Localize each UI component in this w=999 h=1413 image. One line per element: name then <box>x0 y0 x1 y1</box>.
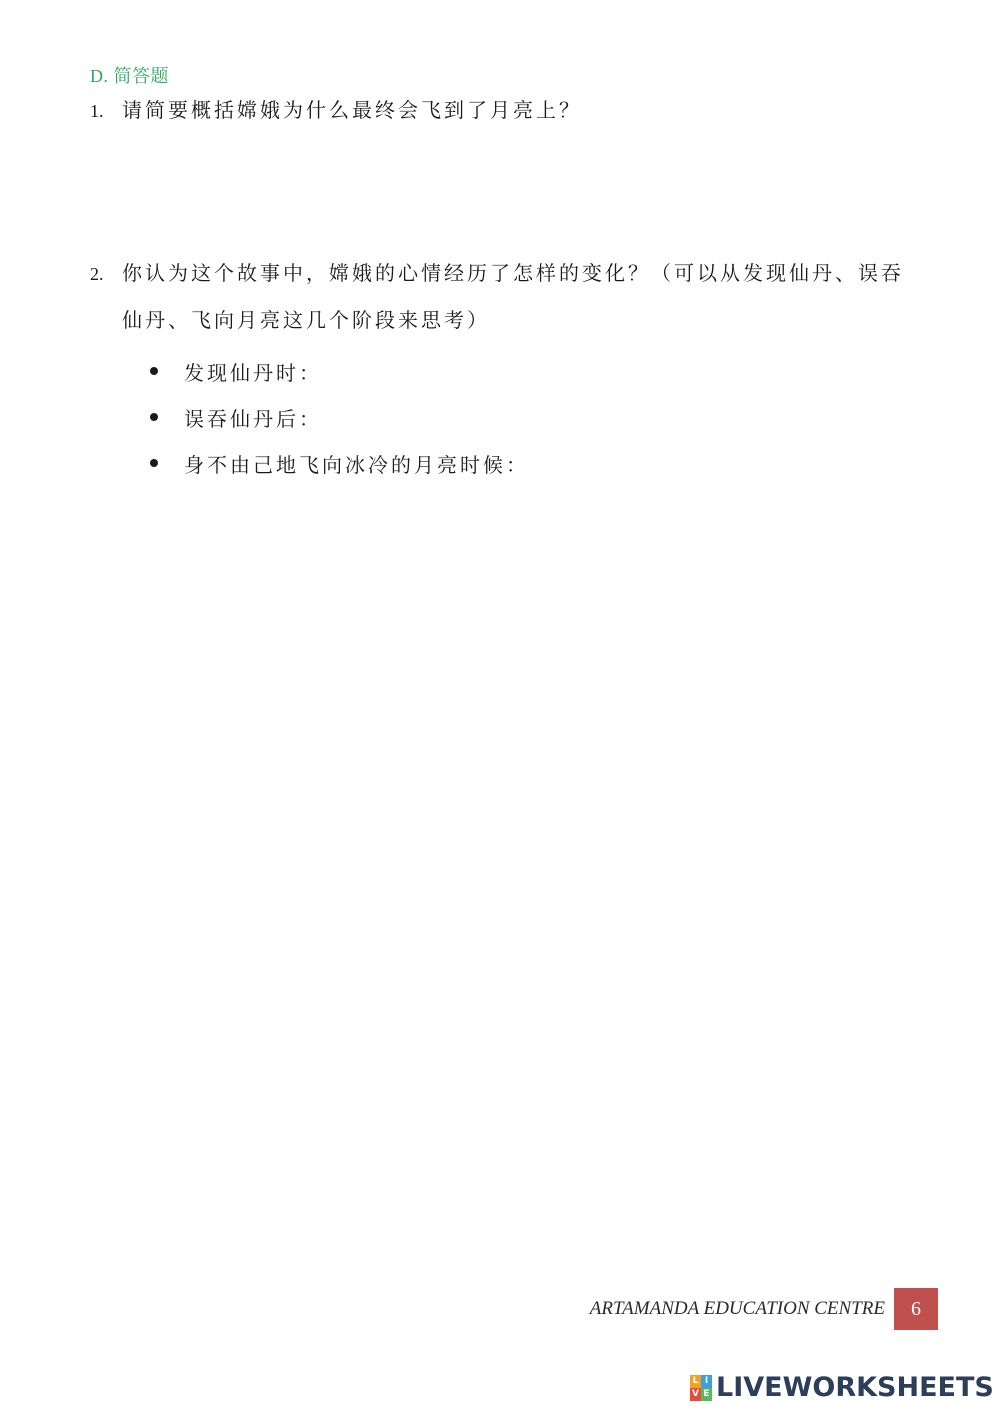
question-text: 请简要概括嫦娥为什么最终会飞到了月亮上？ <box>122 98 582 122</box>
bullet-text: 身不由己地飞向冰冷的月亮时候： <box>184 452 529 477</box>
liveworksheets-logo-text: LIVEWORKSHEETS <box>716 1372 994 1403</box>
question-number: 1. <box>90 101 104 121</box>
question-2-bullet-list <box>150 348 529 486</box>
logo-icon-letter: V <box>690 1388 701 1401</box>
question-text-line-2: 仙丹、飞向月亮这几个阶段来思考） <box>122 308 490 332</box>
liveworksheets-logo[interactable] <box>690 1372 994 1403</box>
bullet-text: 误吞仙丹后： <box>184 406 322 431</box>
bullet-dot-icon <box>150 413 158 421</box>
bullet-item <box>150 440 529 486</box>
bullet-item <box>150 394 529 440</box>
bullet-dot-icon <box>150 367 158 375</box>
bullet-item <box>150 348 529 394</box>
logo-icon-letter: E <box>701 1388 712 1401</box>
question-number: 2. <box>90 264 104 284</box>
footer-organization: ARTAMANDA EDUCATION CENTRE <box>589 1298 885 1319</box>
liveworksheets-logo-icon <box>690 1375 712 1401</box>
bullet-text: 发现仙丹时： <box>184 360 322 385</box>
question-text-line-1: 你认为这个故事中，嫦娥的心情经历了怎样的变化？（可以从发现仙丹、误吞 <box>122 261 904 285</box>
question-1 <box>90 94 582 123</box>
logo-icon-letter: I <box>701 1375 712 1388</box>
page-number: 6 <box>911 1297 921 1320</box>
logo-icon-letter: L <box>690 1375 701 1388</box>
section-heading: D. 简答题 <box>90 66 169 86</box>
question-line-1 <box>90 250 930 297</box>
bullet-dot-icon <box>150 459 158 467</box>
page-number-badge <box>894 1288 938 1330</box>
question-2 <box>90 262 930 343</box>
